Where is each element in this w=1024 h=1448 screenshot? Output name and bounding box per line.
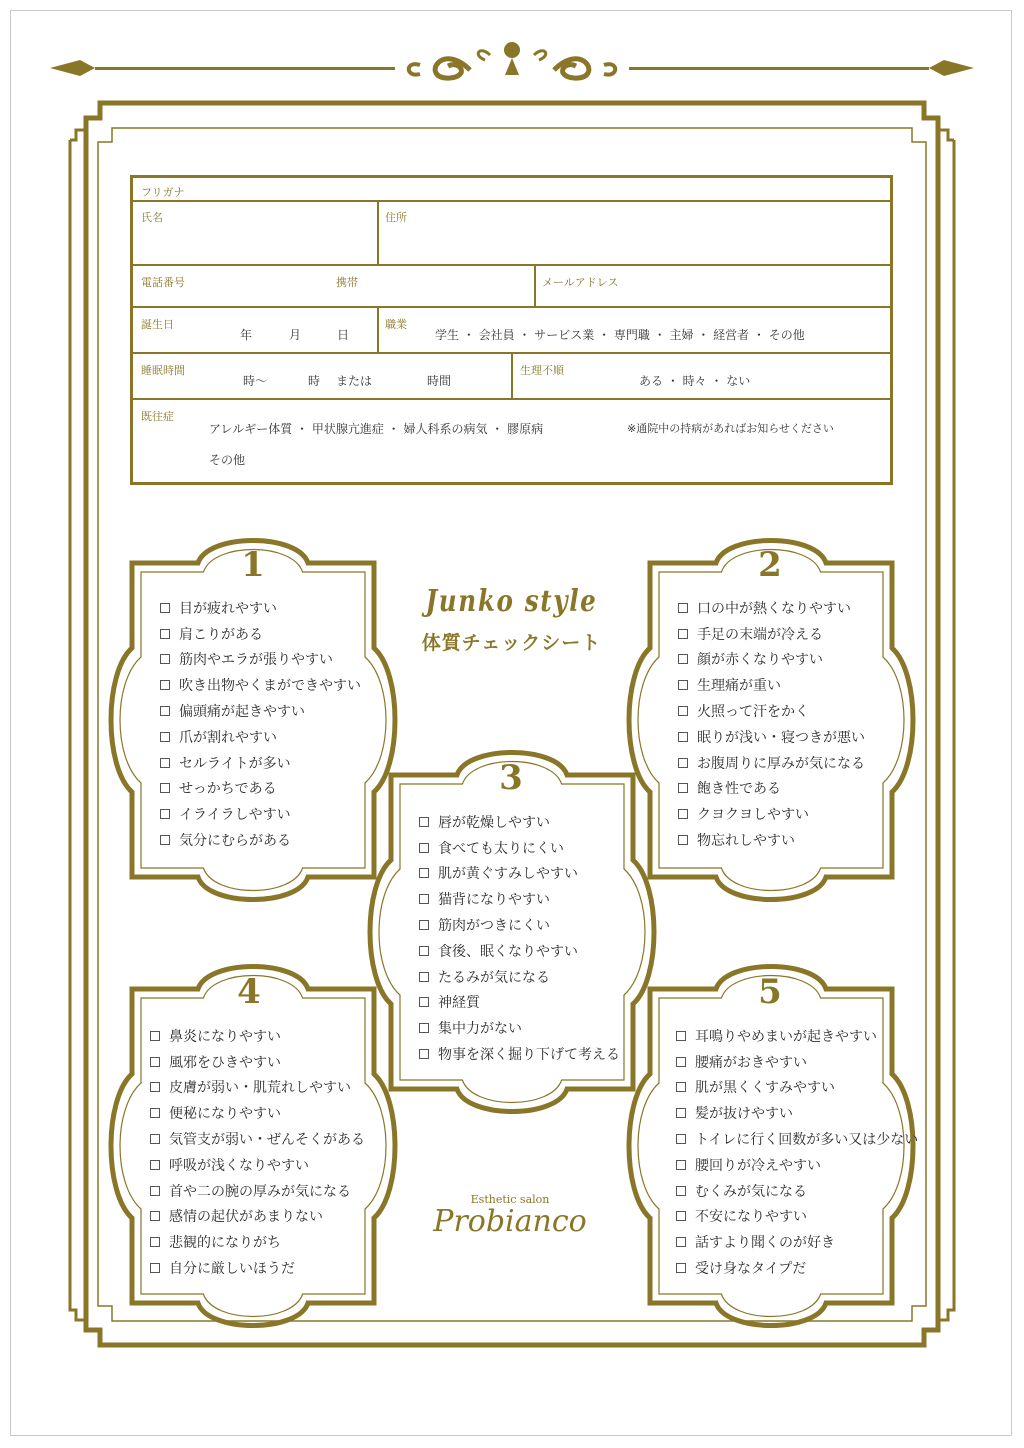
section-4-number: 4 (237, 972, 261, 1012)
checkbox[interactable] (150, 1057, 160, 1067)
sleep-to: 時 (308, 374, 321, 388)
checkbox[interactable] (150, 1082, 160, 1092)
checkbox[interactable] (676, 1211, 686, 1221)
checklist-item-label: 唇が乾燥しやすい (438, 814, 550, 831)
checkbox[interactable] (150, 1211, 160, 1221)
period-options: ある ・ 時々 ・ ない (639, 374, 751, 388)
furigana-label: フリガナ (141, 186, 185, 199)
checklist-item (676, 1126, 918, 1152)
checklist-item (678, 672, 865, 698)
checkbox[interactable] (160, 680, 170, 690)
checklist-item-label: 爪が割れやすい (179, 729, 277, 746)
checklist-item (419, 912, 620, 938)
checklist-item-label: 目が疲れやすい (179, 600, 277, 617)
checkbox[interactable] (676, 1237, 686, 1247)
salon-subtitle: Esthetic salon (470, 1193, 550, 1206)
checklist-item-label: イライラしやすい (179, 807, 291, 824)
phone-row (133, 266, 890, 308)
checklist-item (419, 1041, 620, 1067)
checkbox[interactable] (419, 843, 429, 853)
checklist-item (676, 1204, 918, 1230)
checklist-item (160, 647, 361, 673)
checklist-item (160, 595, 361, 621)
checkbox[interactable] (160, 783, 170, 793)
sleep-or: または (336, 374, 373, 388)
checklist-item (678, 621, 865, 647)
checkbox[interactable] (676, 1108, 686, 1118)
checklist-item (150, 1126, 365, 1152)
period-label: 生理不順 (520, 364, 564, 377)
checklist-item (678, 595, 865, 621)
checklist-item-label: 自分に厳しいほうだ (169, 1261, 295, 1278)
checklist-item-label: 顔が赤くなりやすい (697, 652, 823, 669)
sleep-from: 時～ (243, 374, 268, 388)
checklist-item-label: 肌が黄ぐすみしやすい (438, 866, 578, 883)
checklist-item (419, 938, 620, 964)
checklist-item (419, 835, 620, 861)
checkbox[interactable] (678, 680, 688, 690)
checklist-item (160, 776, 361, 802)
checklist-item-label: 肌が黒くくすみやすい (695, 1080, 835, 1097)
checklist-item (678, 647, 865, 673)
birthday-month: 月 (289, 328, 302, 342)
checklist-item-label: 吹き出物やくまができやすい (179, 678, 361, 695)
checkbox[interactable] (419, 894, 429, 904)
section-5-list (676, 1023, 918, 1281)
checkbox[interactable] (678, 783, 688, 793)
checkbox[interactable] (150, 1263, 160, 1273)
checklist-item-label: 猫背になりやすい (438, 892, 550, 909)
checklist-item (150, 1100, 365, 1126)
checklist-item-label: 口の中が熱くなりやすい (697, 600, 851, 617)
checklist-item-label: 便秘になりやすい (169, 1106, 281, 1123)
checklist-item (678, 827, 865, 853)
checkbox[interactable] (160, 629, 170, 639)
birthday-occupation-row (133, 308, 890, 354)
checklist-item (150, 1178, 365, 1204)
name-address-row (133, 202, 890, 266)
checklist-item-label: 火照って汗をかく (697, 704, 809, 721)
salon-logo: Probianco (433, 1204, 587, 1239)
checklist-item (160, 750, 361, 776)
email-label: メールアドレス (542, 276, 619, 289)
checklist-item-label: 感情の起伏があまりない (169, 1209, 323, 1226)
checklist-item-label: 皮膚が弱い・肌荒れしやすい (169, 1080, 351, 1097)
checkbox[interactable] (678, 809, 688, 819)
checkbox[interactable] (676, 1057, 686, 1067)
checkbox[interactable] (676, 1160, 686, 1170)
checklist-item-label: 肩こりがある (179, 626, 263, 643)
checkbox[interactable] (160, 732, 170, 742)
checkbox[interactable] (160, 706, 170, 716)
checklist-item (676, 1075, 918, 1101)
checklist-item (160, 801, 361, 827)
birthday-label: 誕生日 (141, 318, 174, 331)
history-other: その他 (209, 453, 246, 467)
checkbox[interactable] (676, 1134, 686, 1144)
checkbox[interactable] (676, 1031, 686, 1041)
checklist-item-label: 生理痛が重い (697, 678, 781, 695)
checkbox[interactable] (419, 868, 429, 878)
registration-form (130, 175, 893, 485)
sleep-period-row (133, 354, 890, 400)
checkbox[interactable] (419, 997, 429, 1007)
checklist-item (678, 776, 865, 802)
checkbox[interactable] (160, 809, 170, 819)
checklist-item-label: むくみが気になる (695, 1183, 807, 1200)
checklist-item-label: 風邪をひきやすい (169, 1054, 281, 1071)
checkbox[interactable] (676, 1082, 686, 1092)
checklist-item (676, 1255, 918, 1281)
sleep-hours: 時間 (427, 374, 452, 388)
section-3-number: 3 (499, 758, 523, 798)
checklist-item-label: せっかちである (179, 781, 277, 798)
checklist-item-label: 物事を深く掘り下げて考える (438, 1047, 620, 1064)
mobile-label: 携帯 (336, 276, 358, 289)
checkbox[interactable] (150, 1160, 160, 1170)
checklist-item-label: 筋肉やエラが張りやすい (179, 652, 333, 669)
checkbox[interactable] (160, 654, 170, 664)
checklist-item-label: 腰痛がおきやすい (695, 1054, 807, 1071)
history-options: アレルギー体質 ・ 甲状腺亢進症 ・ 婦人科系の病気 ・ 膠原病 (209, 422, 544, 436)
checklist-item (678, 801, 865, 827)
checkbox[interactable] (678, 706, 688, 716)
checklist-item (676, 1178, 918, 1204)
address-label: 住所 (385, 211, 407, 224)
title-japanese: 体質チェックシート (421, 632, 602, 654)
furigana-row (133, 178, 890, 202)
checklist-item-label: 物忘れしやすい (697, 833, 795, 850)
checkbox[interactable] (150, 1031, 160, 1041)
checkbox[interactable] (678, 629, 688, 639)
checklist-item-label: 腰回りが冷えやすい (695, 1157, 821, 1174)
checklist-item (676, 1229, 918, 1255)
occupation-label: 職業 (385, 318, 407, 331)
checklist-item (150, 1229, 365, 1255)
checklist-item-label: 眠りが浅い・寝つきが悪い (697, 729, 865, 746)
checklist-item (160, 698, 361, 724)
sleep-label: 睡眠時間 (141, 364, 185, 377)
checklist-item-label: 呼吸が浅くなりやすい (169, 1157, 309, 1174)
checklist-item-label: 筋肉がつきにくい (438, 918, 550, 935)
section-3-list (419, 809, 620, 1067)
checklist-item-label: 気管支が弱い・ぜんそくがある (169, 1132, 365, 1149)
checklist-item-label: 食べても太りにくい (438, 840, 564, 857)
checkbox[interactable] (676, 1186, 686, 1196)
phone-label: 電話番号 (141, 276, 185, 289)
section-1-number: 1 (241, 545, 265, 585)
checkbox[interactable] (419, 1023, 429, 1033)
checklist-item-label: たるみが気になる (438, 969, 550, 986)
checklist-item-label: 悲観的になりがち (169, 1235, 281, 1252)
checkbox[interactable] (678, 835, 688, 845)
checkbox[interactable] (150, 1108, 160, 1118)
checklist-item (419, 990, 620, 1016)
section-5-number: 5 (758, 972, 782, 1012)
checklist-item (160, 827, 361, 853)
checklist-item-label: 髪が抜けやすい (695, 1106, 793, 1123)
checklist-item (150, 1152, 365, 1178)
checklist-item (419, 809, 620, 835)
checkbox[interactable] (678, 732, 688, 742)
checkbox[interactable] (150, 1134, 160, 1144)
checklist-item-label: 偏頭痛が起きやすい (179, 704, 305, 721)
checklist-item-label: 鼻炎になりやすい (169, 1028, 281, 1045)
checkbox[interactable] (678, 654, 688, 664)
checklist-item-label: 飽き性である (697, 781, 781, 798)
checkbox[interactable] (419, 920, 429, 930)
checklist-item-label: 神経質 (438, 995, 480, 1012)
section-1-list (160, 595, 361, 853)
checkbox[interactable] (160, 603, 170, 613)
checkbox[interactable] (419, 1049, 429, 1059)
checklist-item-label: トイレに行く回数が多い又は少ない (695, 1132, 919, 1149)
history-label: 既往症 (141, 410, 174, 423)
checklist-item (160, 672, 361, 698)
checklist-item (676, 1049, 918, 1075)
section-2-list (678, 595, 865, 853)
checklist-item-label: 手足の末端が冷える (697, 626, 823, 643)
checklist-item-label: 気分にむらがある (179, 833, 291, 850)
checkbox[interactable] (419, 817, 429, 827)
checklist-item (160, 724, 361, 750)
checkbox[interactable] (150, 1186, 160, 1196)
checkbox[interactable] (150, 1237, 160, 1247)
checklist-item-label: お腹周りに厚みが気になる (697, 755, 865, 772)
checklist-item (160, 621, 361, 647)
checkbox[interactable] (160, 758, 170, 768)
checklist-item (676, 1100, 918, 1126)
checkbox[interactable] (419, 972, 429, 982)
section-4-list (150, 1023, 365, 1281)
checklist-item (150, 1255, 365, 1281)
checklist-item-label: 話すより聞くのが好き (695, 1235, 835, 1252)
checklist-item (678, 724, 865, 750)
checklist-item (150, 1075, 365, 1101)
checkbox[interactable] (419, 946, 429, 956)
checklist-item-label: 不安になりやすい (695, 1209, 807, 1226)
checklist-item-label: 首や二の腕の厚みが気になる (169, 1183, 351, 1200)
name-label: 氏名 (141, 211, 163, 224)
birthday-day: 日 (337, 328, 350, 342)
checklist-item-label: 受け身なタイプだ (695, 1261, 807, 1278)
checklist-item (676, 1023, 918, 1049)
checklist-item-label: 耳鳴りやめまいが起きやすい (695, 1028, 877, 1045)
checklist-item (419, 1015, 620, 1041)
checklist-item (150, 1049, 365, 1075)
checklist-item (678, 698, 865, 724)
occupation-options: 学生 ・ 会社員 ・ サービス業 ・ 専門職 ・ 主婦 ・ 経営者 ・ その他 (435, 328, 805, 342)
checkbox[interactable] (160, 835, 170, 845)
checklist-item (678, 750, 865, 776)
checkbox[interactable] (676, 1263, 686, 1273)
checklist-item (150, 1023, 365, 1049)
birthday-year: 年 (240, 328, 253, 342)
section-2-number: 2 (758, 545, 782, 585)
history-note: ※通院中の持病があればお知らせください (627, 422, 834, 435)
checklist-item (676, 1152, 918, 1178)
checklist-item-label: 食後、眠くなりやすい (438, 943, 578, 960)
checklist-item-label: クヨクヨしやすい (697, 807, 809, 824)
checklist-item (419, 964, 620, 990)
checkbox[interactable] (678, 758, 688, 768)
top-ornament (50, 42, 974, 78)
checkbox[interactable] (678, 603, 688, 613)
checklist-item-label: 集中力がない (438, 1021, 522, 1038)
title-english: Junko style (425, 584, 598, 619)
checklist-item-label: セルライトが多い (179, 755, 291, 772)
checklist-item (150, 1204, 365, 1230)
checklist-item (419, 886, 620, 912)
checklist-item (419, 861, 620, 887)
history-row (133, 400, 890, 482)
